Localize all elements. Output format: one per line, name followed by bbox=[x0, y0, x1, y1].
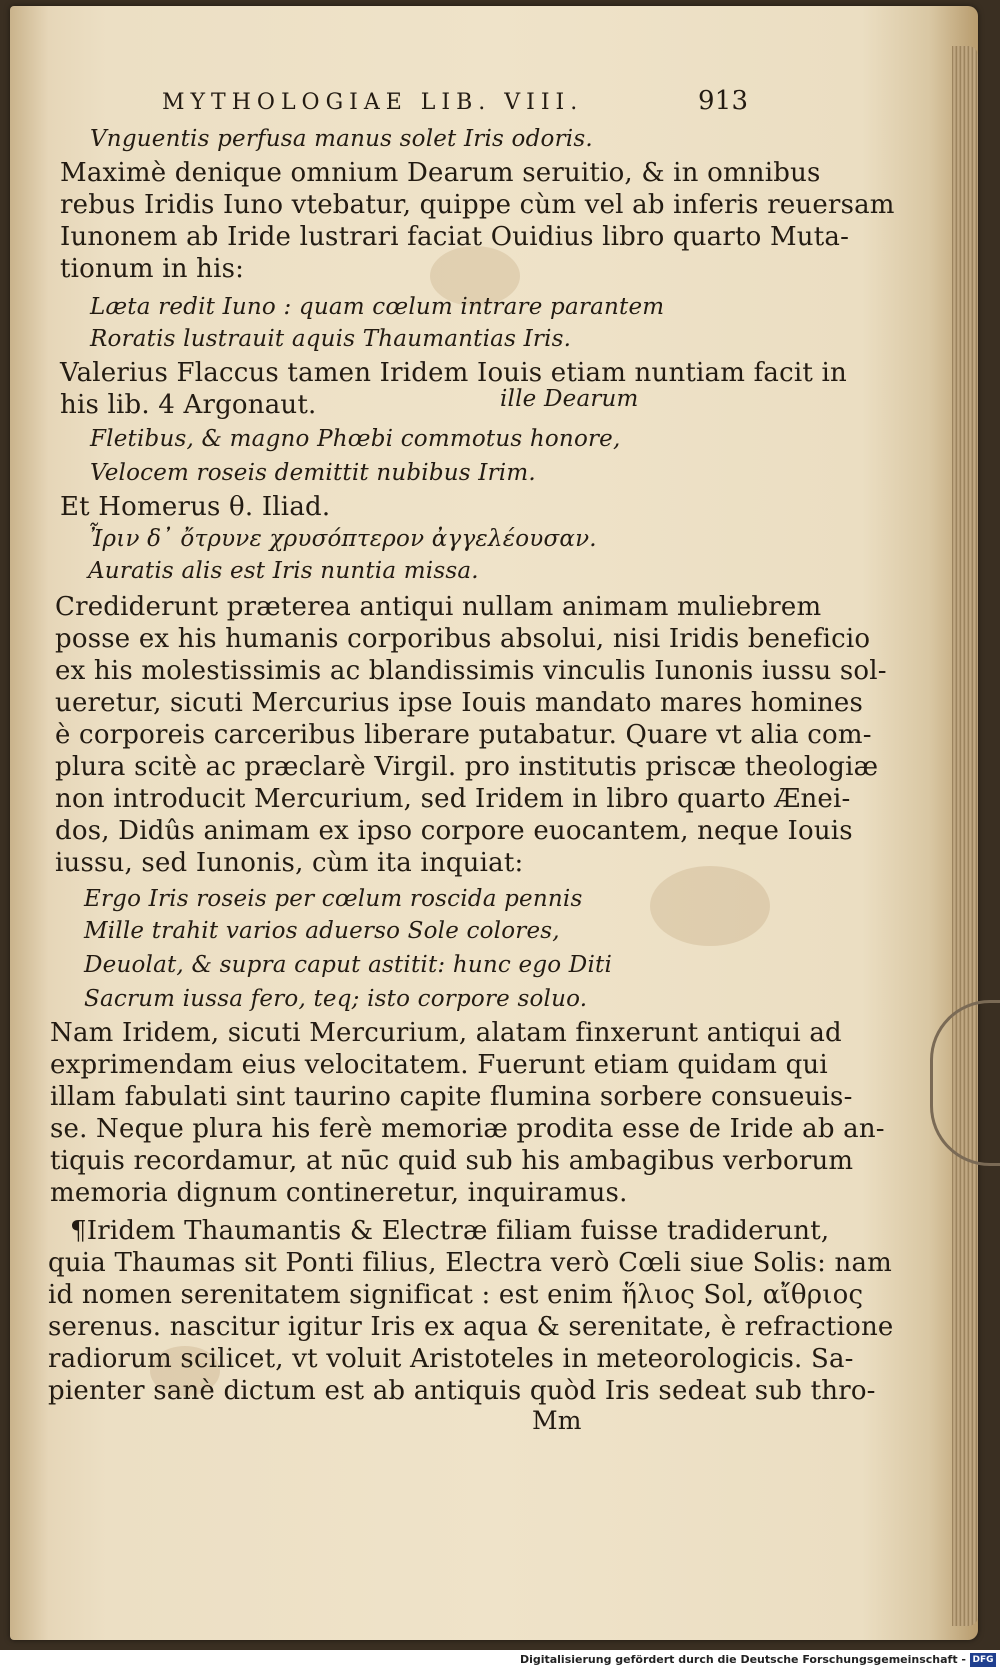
text-line: Nam Iridem, sicuti Mercurium, alatam finxerunt antiqui ad bbox=[50, 1018, 842, 1048]
verse-line: ille Dearum bbox=[500, 386, 639, 412]
page-number: 913 bbox=[698, 86, 749, 116]
text-line: non introducit Mercurium, sed Iridem in libro quarto Ænei- bbox=[55, 784, 851, 814]
text-line: Valerius Flaccus tamen Iridem Iouis etiam nuntiam facit in bbox=[60, 358, 847, 388]
text-line: his lib. 4 Argonaut. bbox=[60, 390, 317, 420]
verse-line: Auratis alis est Iris nuntia missa. bbox=[88, 558, 479, 584]
text-line: pienter sanè dictum est ab antiquis quòd Iris sedeat sub thro- bbox=[48, 1376, 876, 1406]
text-line: Et Homerus θ. Iliad. bbox=[60, 492, 331, 522]
verse-line: Sacrum iussa fero, teq; isto corpore soluo. bbox=[84, 986, 588, 1012]
verse-line: Vnguentis perfusa manus solet Iris odoris. bbox=[90, 126, 593, 152]
text-line: rebus Iridis Iuno vtebatur, quippe cùm vel ab inferis reuersam bbox=[60, 190, 895, 220]
text-line: serenus. nascitur igitur Iris ex aqua & serenitate, è refractione bbox=[48, 1312, 894, 1342]
text-line: exprimendam eius velocitatem. Fuerunt etiam quidam qui bbox=[50, 1050, 828, 1080]
text-line: Iunonem ab Iride lustrari faciat Ouidius libro quarto Muta- bbox=[60, 222, 850, 252]
footer-credit: Digitalisierung gefördert durch die Deutsche Forschungsgemeinschaft - bbox=[519, 1653, 966, 1666]
text-line: radiorum scilicet, vt voluit Aristoteles in meteorologicis. Sa- bbox=[48, 1344, 854, 1374]
running-title: MYTHOLOGIAE LIB. VIII. bbox=[162, 90, 584, 115]
text-line: posse ex his humanis corporibus absolui, nisi Iridis beneficio bbox=[55, 624, 871, 654]
text-line: Crediderunt præterea antiqui nullam animam muliebrem bbox=[55, 592, 822, 622]
text-line: plura scitè ac præclarè Virgil. pro institutis priscæ theologiæ bbox=[55, 752, 879, 782]
text-line: Maximè denique omnium Dearum seruitio, & in omnibus bbox=[60, 158, 821, 188]
verse-line: Fletibus, & magno Phœbi commotus honore, bbox=[90, 426, 621, 452]
text-line: quia Thaumas sit Ponti filius, Electra verò Cœli siue Solis: nam bbox=[48, 1248, 893, 1278]
text-line: memoria dignum contineretur, inquiramus. bbox=[50, 1178, 628, 1208]
verse-line: Ergo Iris roseis per cœlum roscida pennis bbox=[84, 886, 583, 912]
text-line: se. Neque plura his ferè memoriæ prodita esse de Iride ab an- bbox=[50, 1114, 885, 1144]
catchword: Mm bbox=[532, 1406, 582, 1435]
text-line: ex his molestissimis ac blandissimis vinculis Iunonis iussu sol- bbox=[55, 656, 887, 686]
text-line: dos, Didûs animam ex ipso corpore euocantem, neque Iouis bbox=[55, 816, 853, 846]
text-line: è corporeis carceribus liberare putabatur. Quare vt alia com- bbox=[55, 720, 872, 750]
text-line: iussu, sed Iunonis, cùm ita inquiat: bbox=[55, 848, 524, 878]
text-line: ¶Iridem Thaumantis & Electræ filiam fuisse tradiderunt, bbox=[70, 1216, 830, 1246]
text-line: illam fabulati sint taurino capite flumina sorbere consueuis- bbox=[50, 1082, 853, 1112]
text-line: tionum in his: bbox=[60, 254, 245, 284]
verse-line: Mille trahit varios aduerso Sole colores, bbox=[84, 918, 560, 944]
verse-line: Deuolat, & supra caput astitit: hunc ego Diti bbox=[84, 952, 613, 978]
text-line: id nomen serenitatem significat : est enim ἥλιος Sol, αἴθριος bbox=[48, 1280, 864, 1310]
footer-bar bbox=[0, 1650, 1000, 1672]
verse-line: Velocem roseis demittit nubibus Irim. bbox=[90, 460, 536, 486]
greek-line: Ἶριν δ᾽ ὄτρυνε χρυσόπτερον ἀγγελέουσαν. bbox=[88, 526, 597, 552]
dfg-logo: DFG bbox=[970, 1653, 996, 1667]
verse-line: Roratis lustrauit aquis Thaumantias Iris. bbox=[90, 326, 572, 352]
text-line: tiquis recordamur, at nūc quid sub his ambagibus verborum bbox=[50, 1146, 854, 1176]
verse-line: Læta redit Iuno : quam cœlum intrare parantem bbox=[90, 294, 665, 320]
text-line: ueretur, sicuti Mercurius ipse Iouis mandato mares homines bbox=[55, 688, 864, 718]
